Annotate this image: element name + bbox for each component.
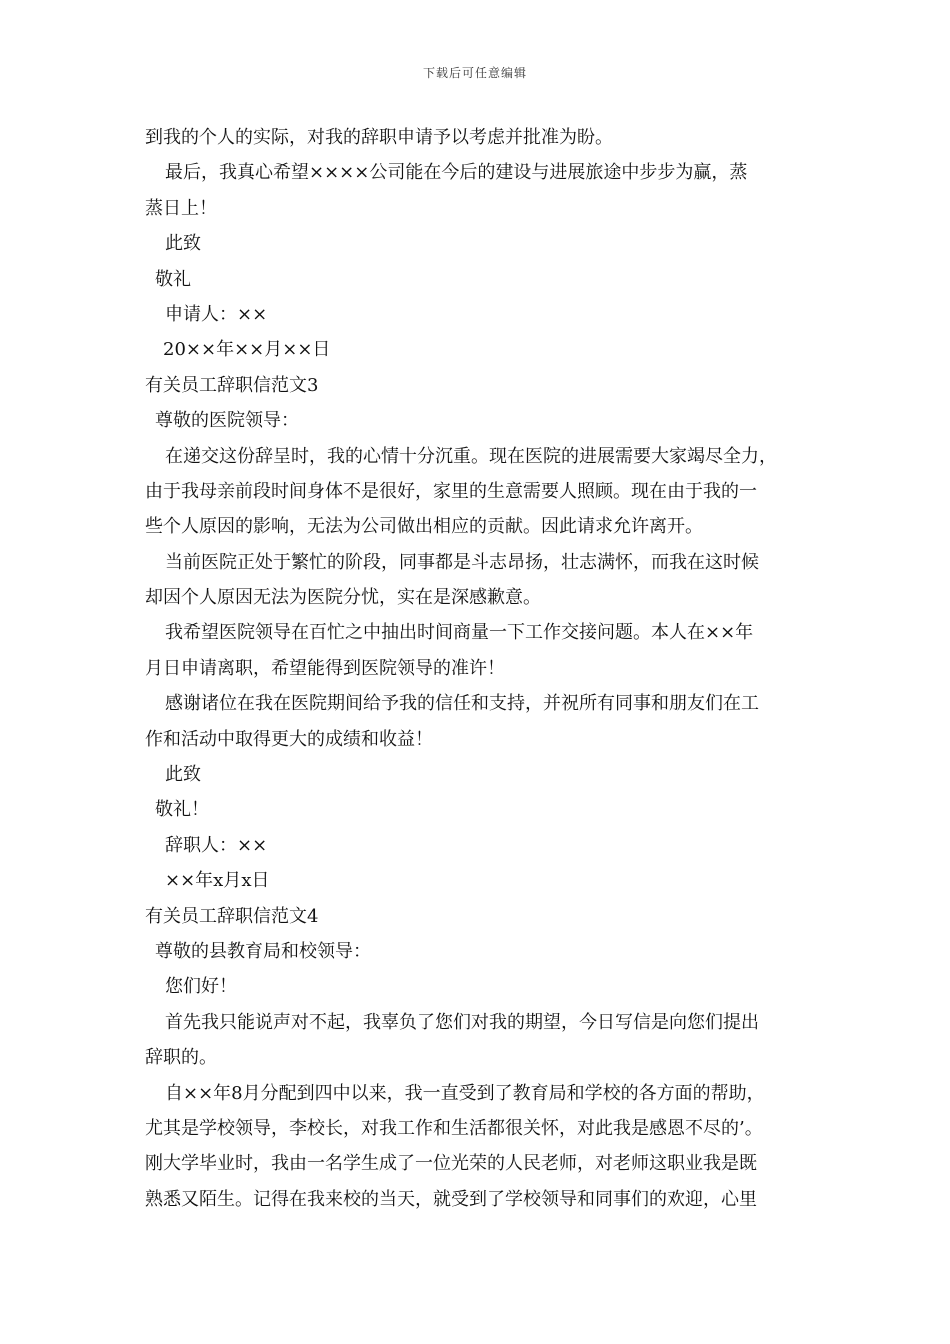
text-line: 刚大学毕业时，我由一名学生成了一位光荣的人民老师，对老师这职业我是既 bbox=[145, 1153, 757, 1175]
text-line: 最后，我真心希望××××公司能在今后的建设与进展旅途中步步为赢，蒸 bbox=[165, 162, 748, 184]
text-line: 20××年××月××日 bbox=[163, 339, 331, 361]
page-header: 下载后可任意编辑 bbox=[422, 66, 527, 80]
text-line: 熟悉又陌生。记得在我来校的当天，就受到了学校领导和同事们的欢迎，心里 bbox=[145, 1188, 757, 1210]
text-line: 您们好！ bbox=[165, 976, 237, 998]
section-heading: 有关员工辞职信范文4 bbox=[145, 905, 319, 927]
text-line: 此致 bbox=[165, 233, 201, 255]
text-line: 作和活动中取得更大的成绩和收益！ bbox=[145, 728, 433, 750]
document-body bbox=[145, 120, 825, 1217]
text-line: 申请人：×× bbox=[165, 303, 268, 325]
text-line: 尊敬的医院领导： bbox=[155, 410, 299, 432]
text-line: 却因个人原因无法为医院分忧，实在是深感歉意。 bbox=[145, 587, 541, 609]
text-line: 在递交这份辞呈时，我的心情十分沉重。现在医院的进展需要大家竭尽全力， bbox=[165, 445, 777, 467]
text-line: 月日申请离职，希望能得到医院领导的准许！ bbox=[145, 657, 505, 679]
text-line: 当前医院正处于繁忙的阶段，同事都是斗志昂扬，壮志满怀，而我在这时候 bbox=[165, 551, 759, 573]
text-line: 尤其是学校领导，李校长，对我工作和生活都很关怀，对此我是感恩不尽的’。 bbox=[145, 1117, 763, 1139]
text-line: 蒸日上！ bbox=[145, 197, 217, 219]
text-line: 辞职人：×× bbox=[165, 834, 268, 856]
text-line: 感谢诸位在我在医院期间给予我的信任和支持，并祝所有同事和朋友们在工 bbox=[165, 693, 759, 715]
text-line: 些个人原因的影响，无法为公司做出相应的贡献。因此请求允许离开。 bbox=[145, 516, 703, 538]
text-line: ××年x月x日 bbox=[165, 870, 270, 892]
text-line: 我希望医院领导在百忙之中抽出时间商量一下工作交接问题。本人在××年 bbox=[165, 622, 754, 644]
text-line: 尊敬的县教育局和校领导： bbox=[155, 940, 371, 962]
text-line: 自××年8月分配到四中以来，我一直受到了教育局和学校的各方面的帮助， bbox=[165, 1082, 765, 1104]
text-line: 由于我母亲前段时间身体不是很好，家里的生意需要人照顾。现在由于我的一 bbox=[145, 480, 757, 502]
text-line: 敬礼 bbox=[155, 268, 191, 290]
section-heading: 有关员工辞职信范文3 bbox=[145, 374, 319, 396]
text-line: 辞职的。 bbox=[145, 1047, 217, 1069]
text-line: 敬礼！ bbox=[155, 799, 209, 821]
text-line: 此致 bbox=[165, 764, 201, 786]
text-line: 到我的个人的实际，对我的辞职申请予以考虑并批准为盼。 bbox=[145, 127, 613, 148]
text-line: 首先我只能说声对不起，我辜负了您们对我的期望，今日写信是向您们提出 bbox=[165, 1011, 759, 1033]
